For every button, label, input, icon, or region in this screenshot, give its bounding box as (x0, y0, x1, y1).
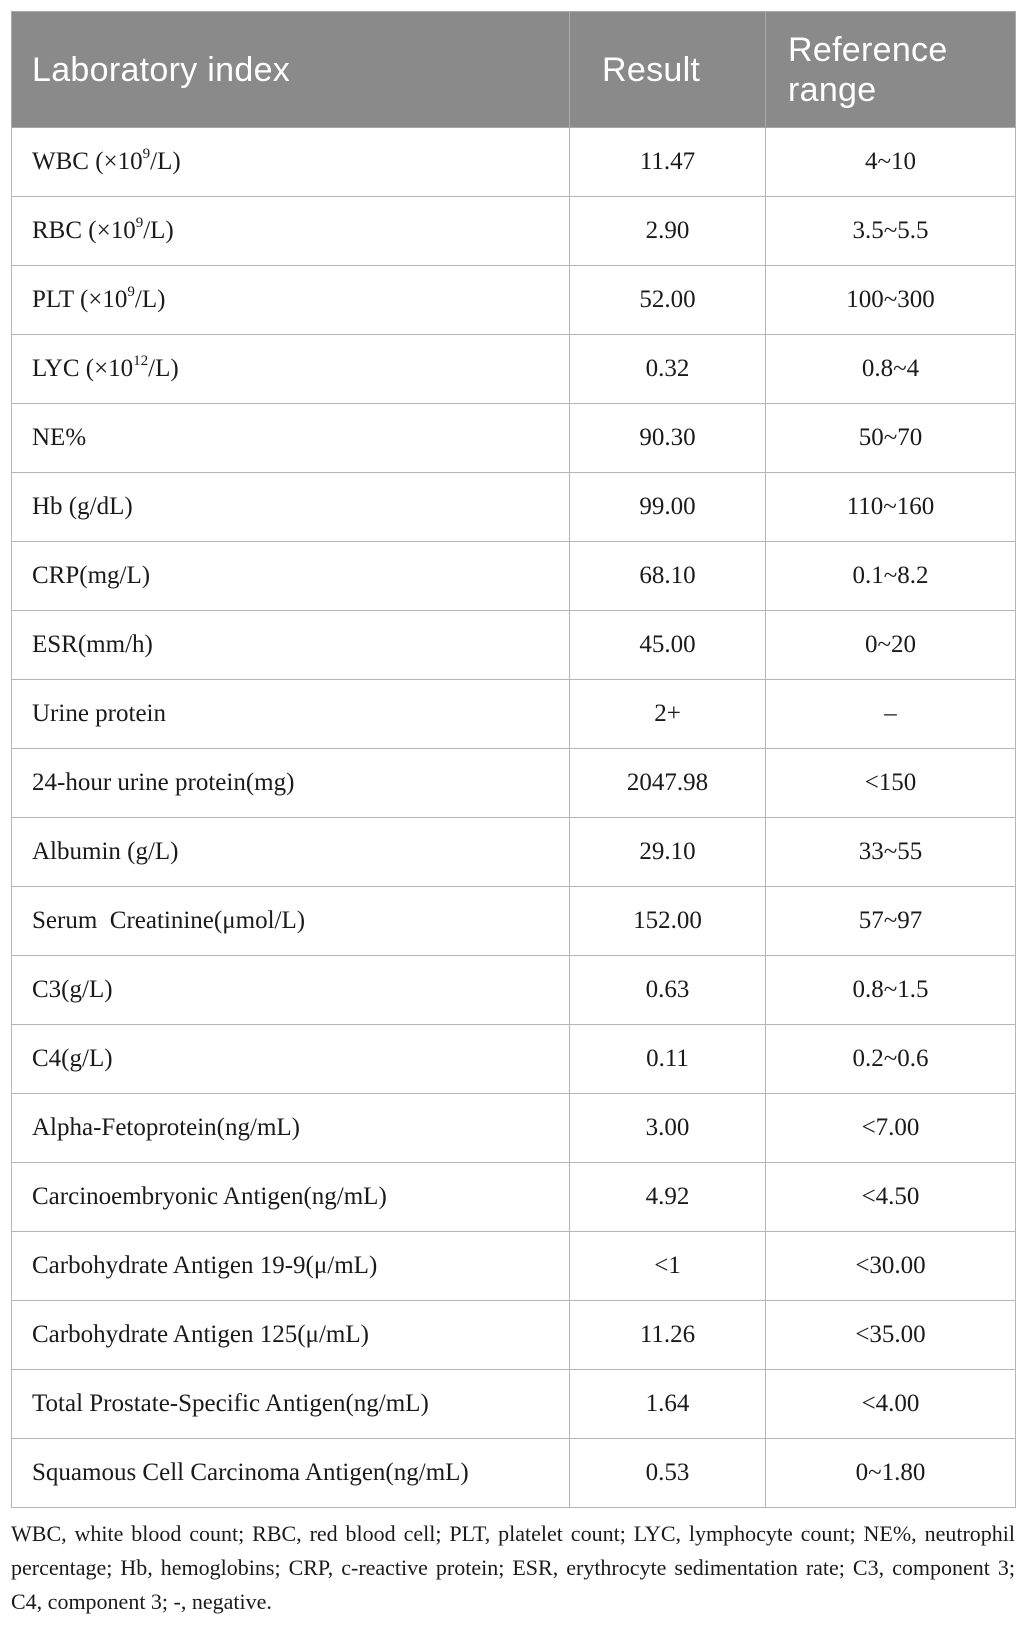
header-reference-range: Reference range (766, 12, 1016, 128)
lab-index-cell: Serum Creatinine(μmol/L) (12, 887, 570, 956)
reference-range-cell: 0.2~0.6 (766, 1025, 1016, 1094)
reference-range-cell: 3.5~5.5 (766, 197, 1016, 266)
lab-index-cell: 24-hour urine protein(mg) (12, 749, 570, 818)
table-row (12, 542, 1016, 611)
lab-index-cell: LYC $(\times 10^{12}/L)$ (12, 335, 570, 404)
table-footnote: WBC, white blood count; RBC, red blood cell; PLT, platelet count; LYC, lymphocyte count; NE%, neutrophil percentage; Hb, hemoglobins; CRP, c-reactive protein; ESR, erythrocyte sedimentation rate; C3, component 3; C4, component 3; -, negative. (11, 1521, 1015, 1614)
lab-index-cell: Squamous Cell Carcinoma Antigen(ng/mL) (12, 1439, 570, 1508)
lab-index-cell: Carbohydrate Antigen 19-9(μ/mL) (12, 1232, 570, 1301)
result-cell: 99.00 (570, 473, 766, 542)
table-row (12, 128, 1016, 197)
lab-index-cell: CRP(mg/L) (12, 542, 570, 611)
reference-range-cell: 100~300 (766, 266, 1016, 335)
table-row (12, 887, 1016, 956)
reference-range-cell: 0.8~4 (766, 335, 1016, 404)
result-cell: 2.90 (570, 197, 766, 266)
result-cell: 0.32 (570, 335, 766, 404)
result-cell: 0.53 (570, 1439, 766, 1508)
lab-index-cell: C3(g/L) (12, 956, 570, 1025)
lab-index-cell: ESR(mm/h) (12, 611, 570, 680)
reference-range-cell: 110~160 (766, 473, 1016, 542)
lab-results-table-container (11, 11, 1015, 1508)
reference-range-cell: <35.00 (766, 1301, 1016, 1370)
reference-range-cell: 0~1.80 (766, 1439, 1016, 1508)
lab-index-cell: Carcinoembryonic Antigen(ng/mL) (12, 1163, 570, 1232)
lab-index-cell: Total Prostate-Specific Antigen(ng/mL) (12, 1370, 570, 1439)
table-row (12, 956, 1016, 1025)
reference-range-cell: <30.00 (766, 1232, 1016, 1301)
lab-index-cell: RBC $(\times 10^9/L)$ (12, 197, 570, 266)
result-cell: 0.11 (570, 1025, 766, 1094)
lab-index-cell: PLT $(\times 10^9/L)$ (12, 266, 570, 335)
table-row (12, 266, 1016, 335)
table-row (12, 1370, 1016, 1439)
lab-index-cell: Albumin (g/L) (12, 818, 570, 887)
lab-index-cell: Urine protein (12, 680, 570, 749)
result-cell: 11.47 (570, 128, 766, 197)
table-row (12, 1232, 1016, 1301)
result-cell: <1 (570, 1232, 766, 1301)
result-cell: 29.10 (570, 818, 766, 887)
result-cell: 68.10 (570, 542, 766, 611)
table-row (12, 1163, 1016, 1232)
header-result: Result (570, 12, 766, 128)
result-cell: 2047.98 (570, 749, 766, 818)
reference-range-cell: 4~10 (766, 128, 1016, 197)
reference-range-cell: <150 (766, 749, 1016, 818)
reference-range-cell: 57~97 (766, 887, 1016, 956)
header-laboratory-index: Laboratory index (12, 12, 570, 128)
reference-range-cell: 0~20 (766, 611, 1016, 680)
reference-range-cell: 0.8~1.5 (766, 956, 1016, 1025)
lab-index-cell: Alpha-Fetoprotein(ng/mL) (12, 1094, 570, 1163)
table-row (12, 404, 1016, 473)
lab-index-cell: NE% (12, 404, 570, 473)
result-cell: 4.92 (570, 1163, 766, 1232)
lab-results-table (11, 11, 1016, 1508)
result-cell: 2+ (570, 680, 766, 749)
lab-index-cell: C4(g/L) (12, 1025, 570, 1094)
table-row (12, 611, 1016, 680)
result-cell: 1.64 (570, 1370, 766, 1439)
reference-range-cell: 33~55 (766, 818, 1016, 887)
reference-range-cell: <7.00 (766, 1094, 1016, 1163)
table-row (12, 680, 1016, 749)
reference-range-cell: <4.00 (766, 1370, 1016, 1439)
lab-index-cell: Hb (g/dL) (12, 473, 570, 542)
lab-index-cell: Carbohydrate Antigen 125(μ/mL) (12, 1301, 570, 1370)
table-row (12, 473, 1016, 542)
result-cell: 152.00 (570, 887, 766, 956)
result-cell: 90.30 (570, 404, 766, 473)
table-header-row (12, 12, 1016, 128)
table-row (12, 197, 1016, 266)
reference-range-cell: – (766, 680, 1016, 749)
table-row (12, 1301, 1016, 1370)
result-cell: 45.00 (570, 611, 766, 680)
table-row (12, 1094, 1016, 1163)
table-row (12, 1439, 1016, 1508)
reference-range-cell: <4.50 (766, 1163, 1016, 1232)
result-cell: 3.00 (570, 1094, 766, 1163)
table-row (12, 335, 1016, 404)
reference-range-cell: 0.1~8.2 (766, 542, 1016, 611)
table-row (12, 818, 1016, 887)
result-cell: 52.00 (570, 266, 766, 335)
reference-range-cell: 50~70 (766, 404, 1016, 473)
result-cell: 0.63 (570, 956, 766, 1025)
table-row (12, 1025, 1016, 1094)
result-cell: 11.26 (570, 1301, 766, 1370)
lab-index-cell: WBC $(\times 10^9/L)$ (12, 128, 570, 197)
table-body (12, 128, 1016, 1508)
table-row (12, 749, 1016, 818)
